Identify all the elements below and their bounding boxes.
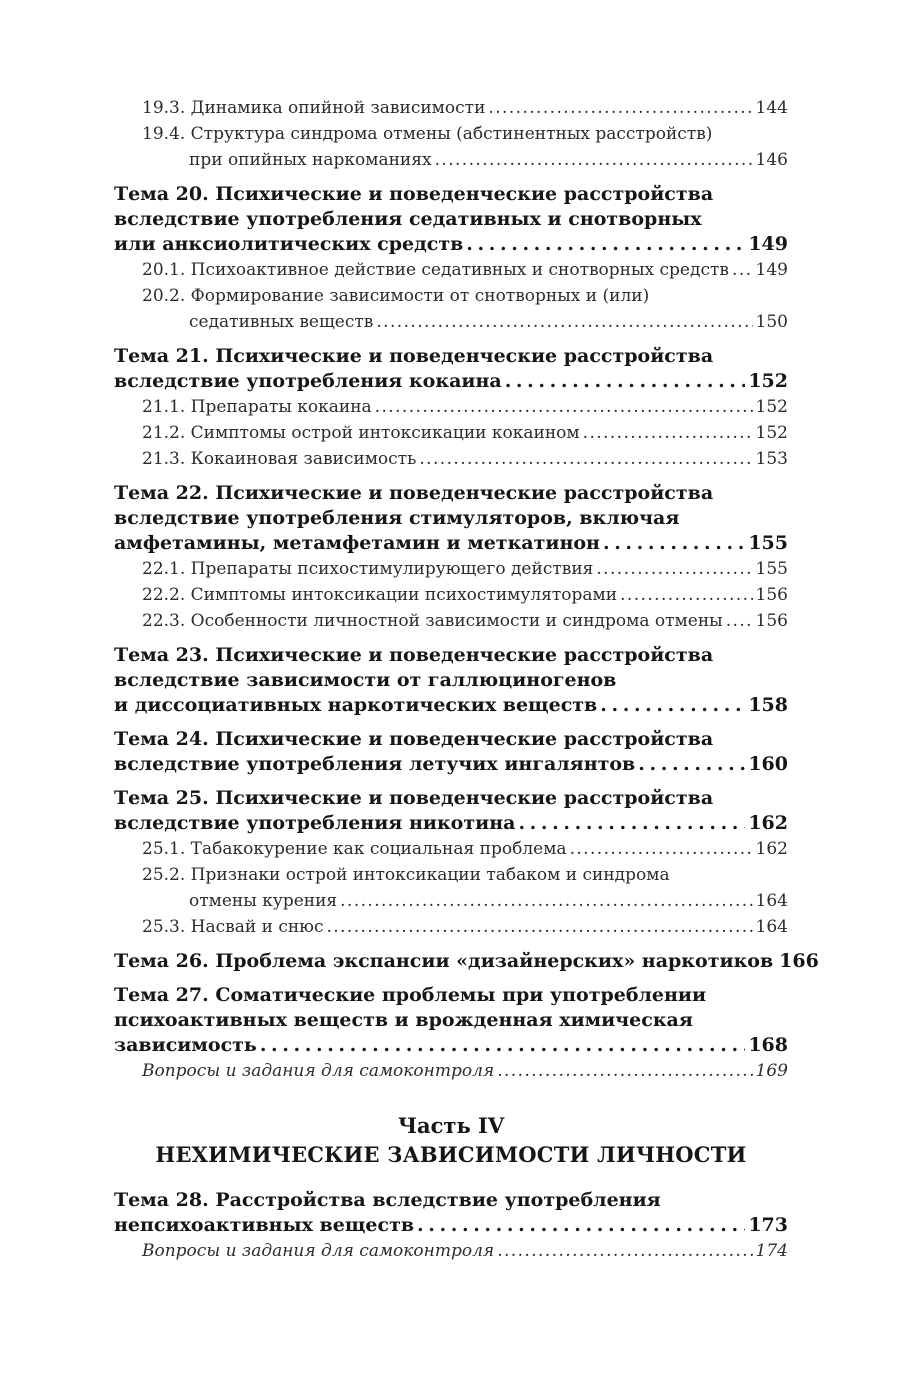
toc-entry-text: амфетамины, метамфетамин и меткатинон: [114, 532, 600, 554]
toc-entry-text: Тема 27. Соматические проблемы при употреблении: [114, 984, 707, 1006]
toc-page-number: 149: [748, 233, 788, 255]
part-label: Часть IV: [397, 1113, 505, 1138]
dot-leader: [466, 232, 745, 257]
toc-topic-entry[interactable]: [114, 1188, 788, 1238]
toc-page-number: 166: [779, 950, 819, 972]
dot-leader: [600, 693, 745, 718]
toc-page-number: 174: [755, 1241, 788, 1261]
toc-entry-text: непсихоактивных веществ: [114, 1214, 415, 1236]
toc-entry-text: седативных веществ: [189, 312, 374, 332]
toc-entry-text: 25.3. Насвай и снюс: [142, 917, 324, 937]
toc-entry-text: Вопросы и задания для самоконтроля: [142, 1241, 495, 1261]
toc-entry-text: зависимость: [114, 1034, 257, 1056]
dot-leader: [638, 752, 745, 777]
toc-page-number: 152: [755, 423, 788, 443]
dot-leader: [417, 1213, 745, 1238]
toc-entry-text: вследствие употребления стимуляторов, включая: [114, 507, 680, 529]
toc-page-number: 164: [755, 917, 788, 937]
toc-page-number: 160: [748, 753, 788, 775]
toc-subsection-entry[interactable]: [114, 257, 788, 283]
toc-page-number: 164: [755, 891, 788, 911]
dot-leader: [570, 836, 753, 862]
toc-subsection-entry[interactable]: [114, 446, 788, 472]
toc-subsection-entry[interactable]: [114, 1238, 788, 1264]
toc-page-number: 158: [748, 694, 788, 716]
toc-entry-text: Тема 28. Расстройства вследствие употребления: [114, 1189, 661, 1211]
toc-page-number: 156: [755, 585, 788, 605]
dot-leader: [435, 147, 753, 173]
toc-main-list: [114, 95, 819, 1084]
toc-page-number: 153: [755, 449, 788, 469]
toc-entry-text: 19.4. Структура синдрома отмены (абстинентных расстройств): [142, 124, 713, 144]
toc-topic-entry[interactable]: [114, 727, 788, 777]
toc-entry-text: 22.3. Особенности личностной зависимости и синдрома отмены: [142, 611, 723, 631]
toc-page-number: 150: [755, 312, 788, 332]
toc-entry-text: Тема 20. Психические и поведенческие расстройства: [114, 183, 714, 205]
toc-page-number: 152: [755, 397, 788, 417]
toc-entry-text: или анксиолитических средств: [114, 233, 464, 255]
toc-subsection-entry[interactable]: [114, 1058, 788, 1084]
part-heading: [114, 1112, 788, 1170]
toc-topic-entry[interactable]: [114, 983, 788, 1058]
toc-entry-text: вследствие употребления кокаина: [114, 370, 502, 392]
toc-entry-text: Тема 25. Психические и поведенческие расстройства: [114, 787, 714, 809]
dot-leader: [419, 446, 752, 472]
toc-subsection-entry[interactable]: [114, 582, 788, 608]
dot-leader: [518, 811, 745, 836]
toc-page-number: 152: [748, 370, 788, 392]
toc-entry-text: 22.1. Препараты психостимулирующего действия: [142, 559, 594, 579]
dot-leader: [596, 556, 752, 582]
toc-page-number: 162: [755, 839, 788, 859]
toc-entry-text: вследствие употребления седативных и снотворных: [114, 208, 702, 230]
toc-part-list: [114, 1188, 788, 1264]
toc-subsection-entry[interactable]: [114, 914, 788, 940]
toc-topic-entry[interactable]: [114, 786, 788, 836]
toc-page-number: 169: [755, 1061, 788, 1081]
toc-subsection-entry[interactable]: [114, 95, 788, 121]
toc-entry-text: 25.2. Признаки острой интоксикации табаком и синдрома: [142, 865, 670, 885]
toc-entry-text: 22.2. Симптомы интоксикации психостимуляторами: [142, 585, 618, 605]
toc-topic-entry[interactable]: [114, 481, 788, 556]
toc-entry-text: 21.3. Кокаиновая зависимость: [142, 449, 417, 469]
toc-page-number: 156: [755, 611, 788, 631]
dot-leader: [583, 420, 753, 446]
dot-leader: [497, 1058, 752, 1084]
dot-leader: [505, 369, 746, 394]
dot-leader: [497, 1238, 752, 1264]
dot-leader: [603, 531, 745, 556]
toc-page-number: 144: [755, 98, 788, 118]
dot-leader: [620, 582, 752, 608]
toc-subsection-entry[interactable]: [114, 556, 788, 582]
toc-entry-text: 19.3. Динамика опийной зависимости: [142, 98, 486, 118]
dot-leader: [375, 394, 753, 420]
toc-entry-text: Тема 24. Психические и поведенческие расстройства: [114, 728, 714, 750]
toc-page-number: 149: [755, 260, 788, 280]
table-of-contents: [114, 95, 819, 1264]
toc-entry-text: Вопросы и задания для самоконтроля: [142, 1061, 495, 1081]
toc-page-number: 168: [748, 1034, 788, 1056]
toc-entry-text: 21.1. Препараты кокаина: [142, 397, 372, 417]
toc-entry-text: 20.1. Психоактивное действие седативных и снотворных средств: [142, 260, 729, 280]
toc-entry-text: Тема 26. Проблема экспансии «дизайнерских» наркотиков: [114, 950, 774, 972]
toc-entry-text: отмены курения: [189, 891, 338, 911]
dot-leader: [340, 888, 752, 914]
part-title: НЕХИМИЧЕСКИЕ ЗАВИСИМОСТИ ЛИЧНОСТИ: [155, 1142, 747, 1167]
toc-entry-text: 20.2. Формирование зависимости от снотворных и (или): [142, 286, 650, 306]
toc-subsection-entry[interactable]: [114, 283, 788, 335]
dot-leader: [376, 309, 752, 335]
toc-page-number: 146: [755, 150, 788, 170]
toc-topic-entry[interactable]: [114, 643, 788, 718]
toc-entry-text: 21.2. Симптомы острой интоксикации кокаином: [142, 423, 580, 443]
toc-entry-text: психоактивных веществ и врожденная химическая: [114, 1009, 693, 1031]
toc-entry-text: 25.1. Табакокурение как социальная проблема: [142, 839, 567, 859]
toc-subsection-entry[interactable]: [114, 121, 788, 173]
toc-subsection-entry[interactable]: [114, 420, 788, 446]
toc-subsection-entry[interactable]: [114, 836, 788, 862]
toc-subsection-entry[interactable]: [114, 608, 788, 634]
dot-leader: [327, 914, 753, 940]
dot-leader: [726, 608, 753, 634]
toc-entry-text: вследствие употребления никотина: [114, 812, 516, 834]
toc-entry-text: Тема 21. Психические и поведенческие расстройства: [114, 345, 714, 367]
toc-entry-text: Тема 22. Психические и поведенческие расстройства: [114, 482, 714, 504]
dot-leader: [488, 95, 752, 121]
toc-subsection-entry[interactable]: [114, 862, 788, 914]
toc-entry-text: при опийных наркоманиях: [189, 150, 432, 170]
toc-page-number: 155: [748, 532, 788, 554]
toc-topic-entry[interactable]: [114, 949, 819, 974]
toc-entry-text: Тема 23. Психические и поведенческие расстройства: [114, 644, 714, 666]
toc-topic-entry[interactable]: [114, 344, 788, 394]
toc-page-number: 162: [748, 812, 788, 834]
toc-entry-text: вследствие употребления летучих ингалянтов: [114, 753, 636, 775]
toc-page-number: 155: [755, 559, 788, 579]
toc-page-number: 173: [748, 1214, 788, 1236]
toc-subsection-entry[interactable]: [114, 394, 788, 420]
toc-topic-entry[interactable]: [114, 182, 788, 257]
dot-leader: [732, 257, 753, 283]
toc-entry-text: вследствие зависимости от галлюциногенов: [114, 669, 617, 691]
toc-entry-text: и диссоциативных наркотических веществ: [114, 694, 598, 716]
dot-leader: [260, 1033, 746, 1058]
